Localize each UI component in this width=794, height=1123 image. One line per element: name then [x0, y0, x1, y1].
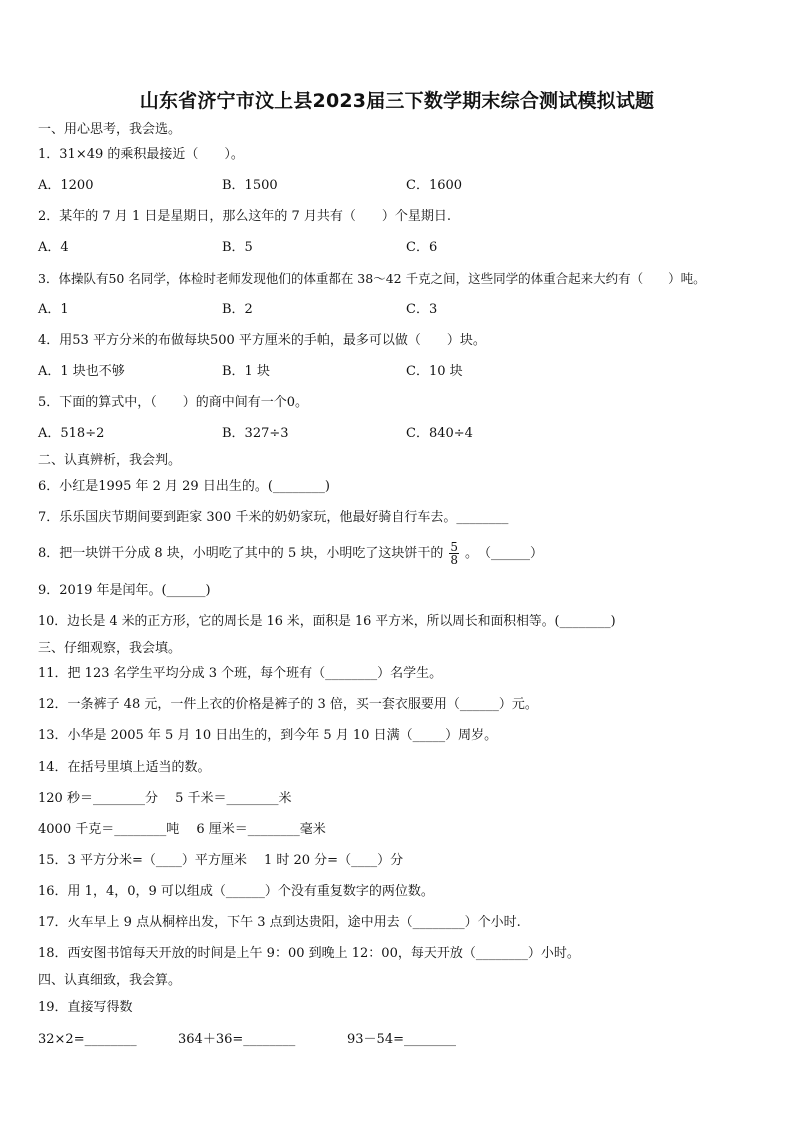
question-10: 10．边长是 4 米的正方形，它的周长是 16 米，面积是 16 平方米，所以周长和面积相等。(________) [38, 614, 616, 629]
q5-option-a: A．518÷2 [38, 426, 105, 441]
question-19: 19．直接写得数 [38, 1000, 133, 1015]
question-2: 2．某年的 7 月 1 日是星期日，那么这年的 7 月共有（ ）个星期日. [38, 209, 452, 224]
question-5: 5．下面的算式中，（ ）的商中间有一个0。 [38, 395, 309, 410]
fraction-numerator: 5 [450, 540, 458, 554]
q8-answer-blank: 。 （______） [464, 546, 543, 561]
question-4: 4．用53 平方分米的布做每块500 平方厘米的手帕，最多可以做（ ）块。 [38, 333, 486, 348]
section-heading: 二、认真辨析，我会判。 [38, 453, 182, 468]
q19-expression-1: 32×2=________ [38, 1032, 137, 1047]
question-16: 16．用 1，4，0，9 可以组成（______）个没有重复数字的两位数。 [38, 884, 434, 899]
q3-option-a: A．1 [38, 302, 69, 317]
question-11: 11．把 123 名学生平均分成 3 个班，每个班有（________）名学生。 [38, 666, 443, 681]
question-8 [38, 540, 543, 568]
section-heading: 四、认真细致，我会算。 [38, 973, 182, 988]
q1-option-b: B．1500 [222, 178, 278, 193]
question-18: 18．西安图书馆每天开放的时间是上午 9：00 到晚上 12：00，每天开放（________）小时。 [38, 946, 580, 961]
page-title: 山东省济宁市汶上县2023届三下数学期末综合测试模拟试题 [139, 90, 655, 112]
q1-option-a: A．1200 [38, 178, 94, 193]
fraction [449, 541, 459, 566]
q2-option-b: B．5 [222, 240, 253, 255]
question-15: 15．3 平方分米=（____）平方厘米 1 时 20 分=（____）分 [38, 853, 404, 868]
q4-option-b: B．1 块 [222, 364, 270, 379]
section-heading: 三、仔细观察，我会填。 [38, 641, 182, 656]
question-7: 7．乐乐国庆节期间要到距家 300 千米的奶奶家玩，他最好骑自行车去。________ [38, 510, 509, 525]
question-1: 1．31×49 的乘积最接近（ ）。 [38, 147, 244, 162]
question-12: 12．一条裤子 48 元，一件上衣的价格是裤子的 3 倍，买一套衣服要用（______）元。 [38, 697, 538, 712]
question-6: 6．小红是1995 年 2 月 29 日出生的。(________) [38, 479, 330, 494]
section-heading: 一、用心思考，我会选。 [38, 122, 182, 137]
q14-row-1: 120 秒＝________分 5 千米＝________米 [38, 791, 292, 806]
q2-option-c: C．6 [406, 240, 438, 255]
q4-option-a: A．1 块也不够 [38, 364, 125, 379]
q5-option-c: C．840÷4 [406, 426, 473, 441]
q14-row-2: 4000 千克＝________吨 6 厘米＝________毫米 [38, 822, 326, 837]
q2-option-a: A．4 [38, 240, 69, 255]
question-17: 17．火车早上 9 点从桐梓出发，下午 3 点到达贵阳，途中用去（________）个小时. [38, 915, 521, 930]
q5-option-b: B．327÷3 [222, 426, 289, 441]
q4-option-c: C．10 块 [406, 364, 463, 379]
question-3: 3．体操队有50 名同学，体检时老师发现他们的体重都在 38～42 千克之间，这些同学的体重合起来大约有（ ）吨。 [38, 271, 706, 286]
question-14: 14．在括号里填上适当的数。 [38, 760, 211, 775]
question-13: 13．小华是 2005 年 5 月 10 日出生的，到今年 5 月 10 日满（_____）周岁。 [38, 728, 498, 743]
q1-option-c: C．1600 [406, 178, 463, 193]
q19-expression-2: 364＋36=________ [178, 1032, 296, 1047]
fraction-denominator: 8 [450, 553, 458, 567]
question-9: 9．2019 年是闰年。(______) [38, 583, 211, 598]
q19-expression-3: 93－54=________ [347, 1032, 456, 1047]
q3-option-b: B．2 [222, 302, 253, 317]
q3-option-c: C．3 [406, 302, 438, 317]
q8-text: 8．把一块饼干分成 8 块，小明吃了其中的 5 块，小明吃了这块饼干的 [38, 546, 444, 561]
